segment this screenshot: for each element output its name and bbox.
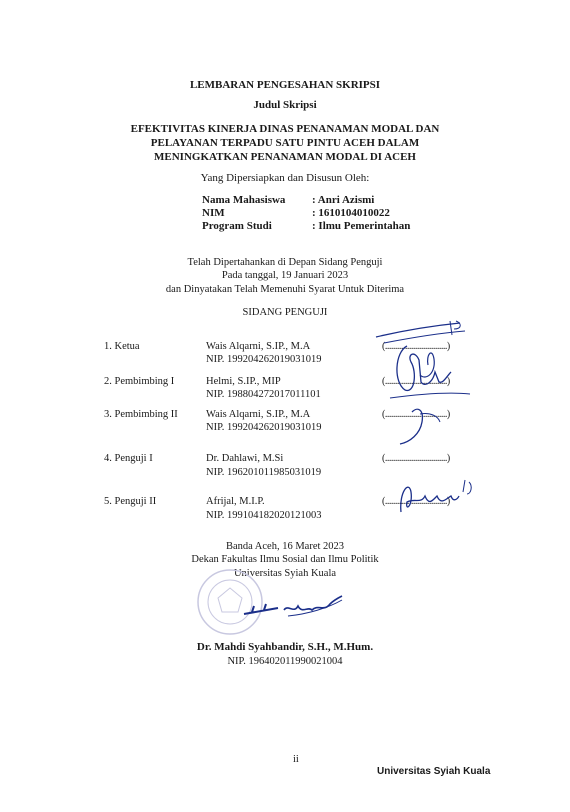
examiner-role: 1. Ketua [104,341,140,352]
examiner-name: Wais Alqarni, S.IP., M.A [206,409,311,420]
dean-signature [238,590,348,630]
approval-place-date: Banda Aceh, 16 Maret 2023 [225,541,345,552]
examiner-name: Dr. Dahlawi, M.Si [206,453,284,464]
defense-line-1: Telah Dipertahankan di Depan Sidang Penguji [187,257,383,268]
thesis-title-line-1: EFEKTIVITAS KINERJA DINAS PENANAMAN MODAL DAN [130,123,440,135]
signature-blank: (...............................) [382,496,450,507]
identity-value: : Anri Azismi [312,194,375,206]
examiner-nip: NIP. 198804272017011101 [206,389,321,400]
thesis-title-line-2: PELAYANAN TERPADU SATU PINTU ACEH DALAM [150,137,420,149]
sheet-title: LEMBARAN PENGESAHAN SKRIPSI [189,79,381,91]
examiner-role: 2. Pembimbing I [104,376,175,387]
identity-row-nim [202,207,390,220]
signature-pembimbing-2 [380,392,480,452]
identity-label: Nama Mahasiswa [202,194,286,206]
signature-blank: (...............................) [382,409,450,420]
signature-penguji-2 [385,472,480,522]
dean-name: Dr. Mahdi Syahbandir, S.H., M.Hum. [196,641,374,653]
signature-blank: (...............................) [382,376,450,387]
identity-value: : Ilmu Pemerintahan [312,220,411,232]
prepared-by: Yang Dipersiapkan dan Disusun Oleh: [200,172,370,184]
university-name: Universitas Syiah Kuala [233,568,337,579]
page-number: ii [293,754,299,765]
dean-position: Dekan Fakultas Ilmu Sosial dan Ilmu Politik [191,554,379,565]
footer-institution: Universitas Syiah Kuala [377,766,491,777]
identity-value: : 1610104010022 [312,207,390,219]
examiner-nip: NIP. 199104182020121003 [206,510,322,521]
identity-row-program [202,220,410,233]
defense-line-2: Pada tanggal, 19 Januari 2023 [221,270,349,281]
examiner-name: Wais Alqarni, S.IP., M.A [206,341,311,352]
thesis-label: Judul Skripsi [253,99,317,111]
signature-blank: (...............................) [382,341,450,352]
identity-label: NIM [202,207,225,219]
examiner-role: 4. Penguji I [104,453,153,464]
signature-blank: (...............................) [382,453,450,464]
examiner-nip: NIP. 199204262019031019 [206,354,322,365]
defense-line-3: dan Dinyatakan Telah Memenuhi Syarat Untuk Diterima [165,284,405,295]
examiner-role: 5. Penguji II [104,496,157,507]
dean-nip: NIP. 196402011990021004 [227,656,343,667]
examiner-name: Afrijal, M.I.P. [206,496,265,507]
examiner-role: 3. Pembimbing II [104,409,178,420]
examiner-nip: NIP. 199204262019031019 [206,422,322,433]
committee-title: SIDANG PENGUJI [242,307,328,318]
thesis-title-line-3: MENINGKATKAN PENANAMAN MODAL DI ACEH [154,151,416,163]
identity-label: Program Studi [202,220,272,232]
identity-row-name [202,194,374,207]
examiner-name: Helmi, S.IP., MIP [206,376,281,387]
examiner-nip: NIP. 196201011985031019 [206,467,322,478]
